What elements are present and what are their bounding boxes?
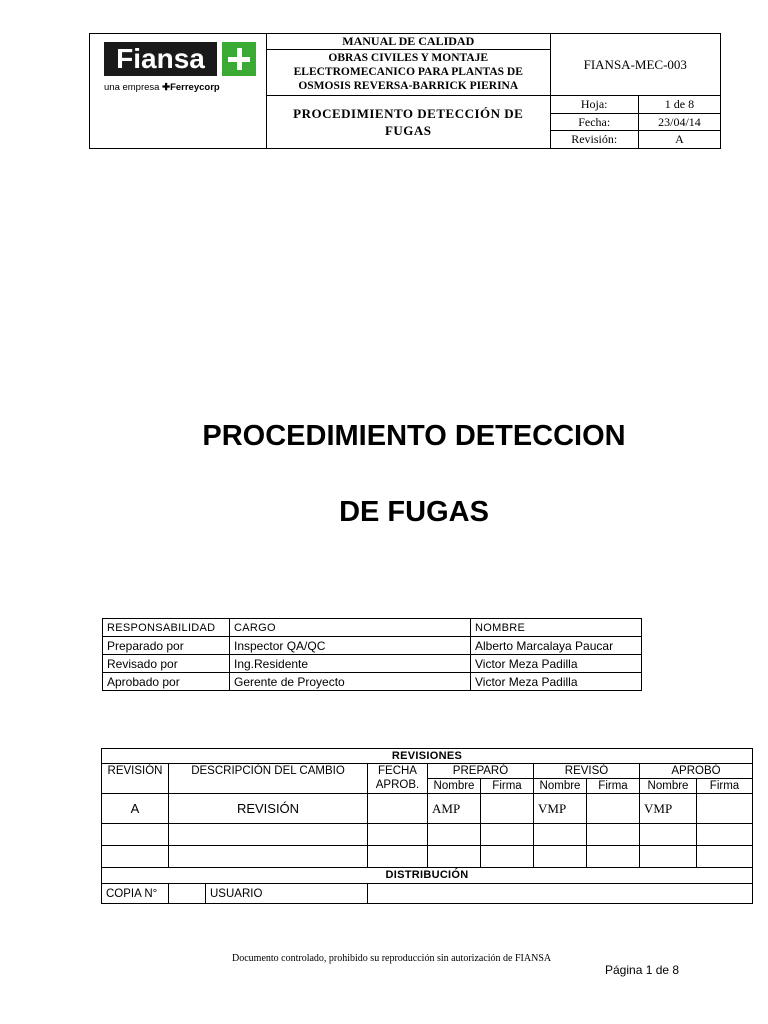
fecha-label: Fecha: xyxy=(550,113,638,131)
copia-value xyxy=(169,884,206,904)
col-preparo-header: PREPARÓ xyxy=(428,764,534,779)
table-cell: Victor Meza Padilla xyxy=(471,673,642,691)
table-cell: Revisado por xyxy=(103,655,230,673)
revision-label: Revisión: xyxy=(550,131,638,149)
procedure-title: PROCEDIMIENTO DETECCIÓN DE FUGAS xyxy=(267,96,551,149)
table-cell: Victor Meza Padilla xyxy=(471,655,642,673)
revision-value: A xyxy=(638,131,720,149)
table-cell: Alberto Marcalaya Paucar xyxy=(471,637,642,655)
revision-cell: A xyxy=(102,794,169,824)
table-cell: Preparado por xyxy=(103,637,230,655)
footer-note: Documento controlado, prohibido su reproducción sin autorización de FIANSA xyxy=(232,953,552,964)
sub-nombre-header: Nombre xyxy=(534,779,587,794)
table-cell: Aprobado por xyxy=(103,673,230,691)
table-row xyxy=(103,673,642,691)
project-name: OBRAS CIVILES Y MONTAJE ELECTROMECANICO PARA PLANTAS DE OSMOSIS REVERSA-BARRICK PIERINA xyxy=(267,49,551,96)
column-header: RESPONSABILIDAD xyxy=(103,619,230,637)
table-cell: Inspector QA/QC xyxy=(230,637,471,655)
sub-nombre-header: Nombre xyxy=(640,779,697,794)
preparo-nombre-cell: AMP xyxy=(428,794,481,824)
col-aprobo-header: APROBÓ xyxy=(640,764,753,779)
preparo-firma-cell xyxy=(481,794,534,824)
page-number: Página 1 de 8 xyxy=(605,963,680,977)
manual-title: MANUAL DE CALIDAD xyxy=(267,34,551,50)
table-cell: Gerente de Proyecto xyxy=(230,673,471,691)
sub-firma-header: Firma xyxy=(697,779,753,794)
table-row xyxy=(102,794,753,824)
distribution-title: DISTRIBUCIÓN xyxy=(102,868,753,884)
logo-cell xyxy=(90,34,267,149)
table-row xyxy=(103,655,642,673)
col-fecha-header: FECHA APROB. xyxy=(368,764,428,794)
table-row xyxy=(102,824,753,846)
reviso-firma-cell xyxy=(587,794,640,824)
fiansa-logo xyxy=(94,38,264,106)
table-row xyxy=(102,846,753,868)
col-revision-header: REVISIÓN xyxy=(102,764,169,794)
logo-wordmark: Fiansa xyxy=(104,42,217,76)
table-row xyxy=(103,637,642,655)
hoja-value: 1 de 8 xyxy=(638,96,720,114)
description-cell: REVISIÓN xyxy=(169,794,368,824)
reviso-nombre-cell: VMP xyxy=(534,794,587,824)
document-header xyxy=(89,33,721,149)
sub-firma-header: Firma xyxy=(587,779,640,794)
column-header: CARGO xyxy=(230,619,471,637)
aprobo-nombre-cell: VMP xyxy=(640,794,697,824)
document-code: FIANSA-MEC-003 xyxy=(550,34,720,96)
table-header-row xyxy=(103,619,642,637)
fecha-value: 23/04/14 xyxy=(638,113,720,131)
table-cell: Ing.Residente xyxy=(230,655,471,673)
sub-nombre-header: Nombre xyxy=(428,779,481,794)
plus-icon xyxy=(222,42,256,76)
logo-tagline: una empresa ✚Ferreycorp xyxy=(104,82,220,93)
col-description-header: DESCRIPCIÓN DEL CAMBIO xyxy=(169,764,368,794)
document-title-line1: PROCEDIMIENTO DETECCION xyxy=(202,420,626,452)
document-title-line2: DE FUGAS xyxy=(339,496,489,528)
column-header: NOMBRE xyxy=(471,619,642,637)
sub-firma-header: Firma xyxy=(481,779,534,794)
usuario-value xyxy=(368,884,753,904)
revisions-title: REVISIONES xyxy=(102,749,753,764)
revisions-table xyxy=(101,748,753,904)
usuario-label: USUARIO xyxy=(206,884,368,904)
hoja-label: Hoja: xyxy=(550,96,638,114)
fecha-cell xyxy=(368,794,428,824)
aprobo-firma-cell xyxy=(697,794,753,824)
responsibility-table xyxy=(102,618,642,691)
col-reviso-header: REVISÓ xyxy=(534,764,640,779)
copia-label: COPIA N° xyxy=(102,884,169,904)
